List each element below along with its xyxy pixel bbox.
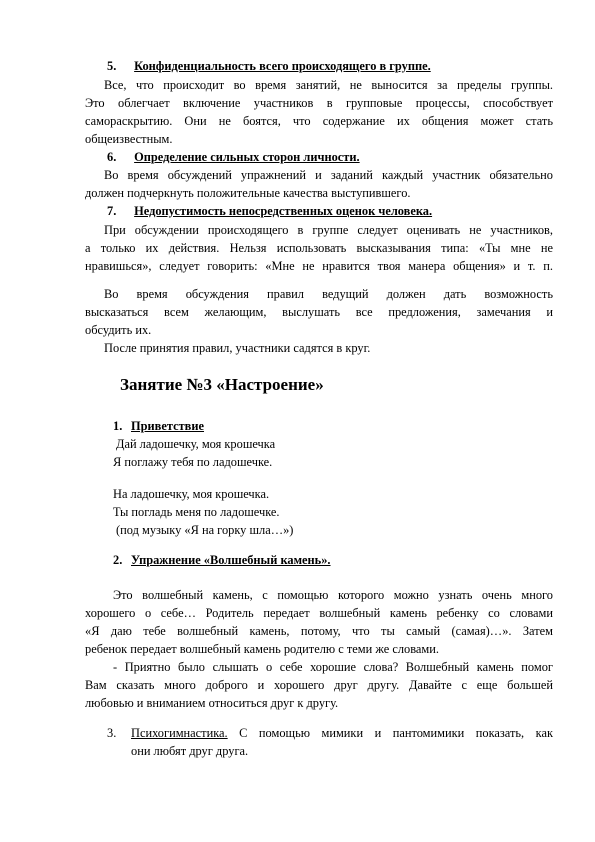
poem-line: Дай ладошечку, моя крошечка xyxy=(116,437,276,451)
rule-5-line: Все, что происходит во время занятий, не выносится за пределы группы. xyxy=(104,78,553,92)
rule-6-number: 6. xyxy=(107,150,117,164)
exercise-line: Это волшебный камень, с помощью которого можно узнать очень много xyxy=(113,588,553,602)
rule-6-heading xyxy=(107,149,553,165)
exercise-line: любовью и вниманием относиться друг к другу. xyxy=(85,696,339,710)
exercise-line: хорошего о себе… Родитель передает волшебный камень ребенку со словами xyxy=(85,606,553,620)
exercise-line: - Приятно было слышать о себе хорошие слова? Волшебный камень помог xyxy=(113,660,553,674)
greeting-number: 1. xyxy=(113,419,123,433)
psycho-line xyxy=(107,725,553,741)
discussion-line: высказаться всем желающим, выслушать все предложения, замечания и xyxy=(85,305,553,319)
exercise-number: 2. xyxy=(113,553,123,567)
greeting-title: Приветствие xyxy=(131,419,205,433)
rule-5-line: самораскрытию. Они не боятся, что содержание их общения может стать xyxy=(85,114,553,128)
rule-5-number: 5. xyxy=(107,59,117,73)
rule-7-heading xyxy=(107,203,553,219)
rule-6-line: должен подчеркнуть положительные качества выступившего. xyxy=(85,186,411,200)
poem-line: (под музыку «Я на горку шла…») xyxy=(116,523,294,537)
psycho-text: С помощью мимики и пантомимики показать, как xyxy=(227,726,553,740)
discussion-line: Во время обсуждения правил ведущий должен дать возможность xyxy=(104,287,553,301)
psycho-line-2: они любят друг друга. xyxy=(131,744,249,758)
rule-5-title: Конфиденциальность всего происходящего в группе. xyxy=(134,59,431,73)
poem-line: Я поглажу тебя по ладошечке. xyxy=(113,455,273,469)
rule-7-title: Недопустимость непосредственных оценок человека. xyxy=(134,204,433,218)
psycho-number: 3. xyxy=(107,726,117,740)
greeting-heading xyxy=(113,418,581,434)
lesson-title: Занятие №3 «Настроение» xyxy=(120,375,324,394)
exercise-line: Вам сказать много доброго и хорошего друг другу. Давайте с еще большей xyxy=(85,678,553,692)
rule-7-number: 7. xyxy=(107,204,117,218)
rule-7-line: нравишься», следует говорить: «Мне не нравится твоя манера общения» и т. п. xyxy=(85,259,553,273)
rule-7-line: а только их действия. Нельзя использовать высказывания типа: «Ты мне не xyxy=(85,241,553,255)
rule-5-line: Это облегчает включение участников в групповые процессы, способствует xyxy=(85,96,553,110)
rule-6-title: Определение сильных сторон личности. xyxy=(134,150,360,164)
psycho-title: Психогимнастика. xyxy=(131,726,228,740)
rule-5-line: общеизвестным. xyxy=(85,132,173,146)
discussion-after: После принятия правил, участники садятся в круг. xyxy=(104,341,371,355)
exercise-line: «Я даю тебе волшебный камень, потому, что ты самый (самая)…». Затем xyxy=(85,624,553,638)
rule-6-line: Во время обсуждений упражнений и заданий каждый участник обязательно xyxy=(104,168,553,182)
exercise-title: Упражнение «Волшебный камень». xyxy=(131,553,331,567)
rule-7-line: При обсуждении происходящего в группе следует оценивать не участников, xyxy=(104,223,553,237)
rule-5-heading xyxy=(107,58,553,74)
exercise-line: ребенок передает волшебный камень родителю с теми же словами. xyxy=(85,642,439,656)
exercise-heading xyxy=(113,552,581,568)
poem-line: Ты погладь меня по ладошечке. xyxy=(113,505,280,519)
poem-line: На ладошечку, моя крошечка. xyxy=(113,487,270,501)
discussion-line: обсудить их. xyxy=(85,323,152,337)
